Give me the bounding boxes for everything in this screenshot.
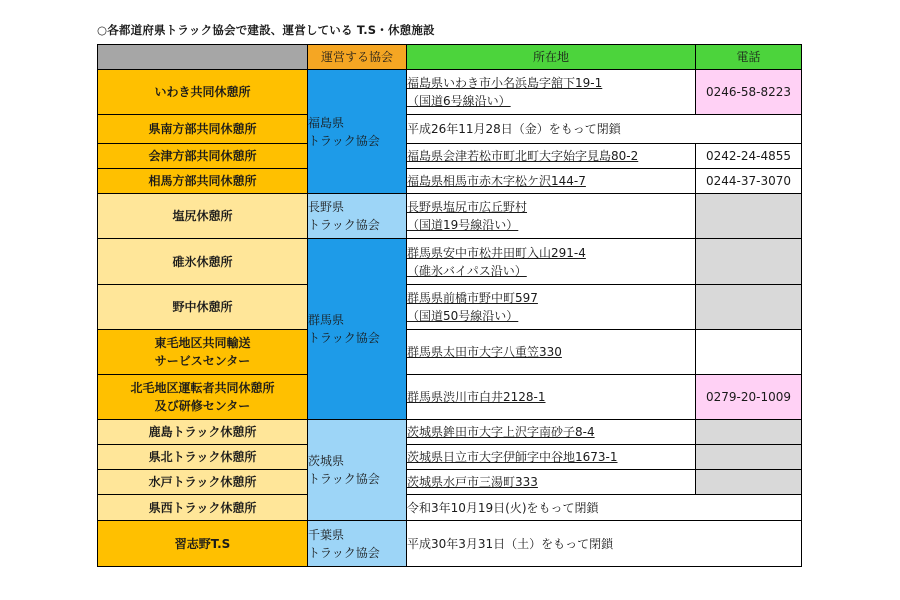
- table-row: [98, 470, 802, 495]
- facility-name: 県南方部共同休憩所: [98, 115, 308, 144]
- facility-address[interactable]: [407, 375, 696, 420]
- facility-phone: [696, 239, 802, 285]
- address-note[interactable]: （国道6号線沿い）: [407, 94, 511, 108]
- table-row: [98, 375, 802, 420]
- facility-name: 東毛地区共同輸送 サービスセンター: [98, 330, 308, 375]
- facility-name: 塩尻休憩所: [98, 194, 308, 239]
- facility-name: 碓氷休憩所: [98, 239, 308, 285]
- address-link[interactable]: 茨城県水戸市三湯町333: [407, 475, 538, 489]
- facility-phone: [696, 420, 802, 445]
- page-heading: ○各都道府県トラック協会で建設、運営している T.S・休憩施設: [97, 23, 435, 37]
- association-nagano: 長野県 トラック協会: [308, 194, 407, 239]
- association-ibaraki: 茨城県 トラック協会: [308, 420, 407, 521]
- facility-phone: 0279-20-1009: [696, 375, 802, 420]
- table-row: [98, 285, 802, 330]
- facility-address[interactable]: [407, 285, 696, 330]
- facility-phone: [696, 194, 802, 239]
- closure-notice: 令和3年10月19日(火)をもって閉鎖: [407, 495, 802, 521]
- table-row: [98, 521, 802, 567]
- facility-address[interactable]: [407, 239, 696, 285]
- facility-name: 相馬方部共同休憩所: [98, 169, 308, 194]
- facility-phone: 0244-37-3070: [696, 169, 802, 194]
- facility-phone: [696, 445, 802, 470]
- address-link[interactable]: 茨城県日立市大字伊師字中谷地1673-1: [407, 450, 618, 464]
- facility-address[interactable]: [407, 445, 696, 470]
- table-row: [98, 169, 802, 194]
- header-phone: 電話: [696, 45, 802, 70]
- facility-table: [97, 44, 802, 567]
- closure-notice: 平成26年11月28日（金）をもって閉鎖: [407, 115, 802, 144]
- facility-address[interactable]: [407, 420, 696, 445]
- header-address: 所在地: [407, 45, 696, 70]
- association-fukushima: 福島県 トラック協会: [308, 70, 407, 194]
- facility-address[interactable]: [407, 470, 696, 495]
- address-link[interactable]: 茨城県鉾田市大字上沢字南砂子8-4: [407, 425, 595, 439]
- association-gunma: 群馬県 トラック協会: [308, 239, 407, 420]
- table-row: [98, 70, 802, 115]
- facility-phone: [696, 330, 802, 375]
- closure-notice: 平成30年3月31日（土）をもって閉鎖: [407, 521, 802, 567]
- address-link[interactable]: 福島県会津若松市町北町大字始字見島80-2: [407, 149, 639, 163]
- facility-address[interactable]: [407, 70, 696, 115]
- facility-address[interactable]: [407, 330, 696, 375]
- table-row: [98, 115, 802, 144]
- facility-address[interactable]: [407, 169, 696, 194]
- table-header-row: [98, 45, 802, 70]
- facility-name: 水戸トラック休憩所: [98, 470, 308, 495]
- facility-name: 野中休憩所: [98, 285, 308, 330]
- facility-name: 会津方部共同休憩所: [98, 144, 308, 169]
- header-blank-cell: [98, 45, 308, 70]
- facility-name: 北毛地区運転者共同休憩所 及び研修センター: [98, 375, 308, 420]
- table-row: [98, 239, 802, 285]
- facility-phone: 0242-24-4855: [696, 144, 802, 169]
- table-row: [98, 445, 802, 470]
- table-row: [98, 330, 802, 375]
- address-link[interactable]: 群馬県安中市松井田町入山291-4: [407, 245, 586, 260]
- facility-address[interactable]: [407, 194, 696, 239]
- facility-address[interactable]: [407, 144, 696, 169]
- address-link[interactable]: 長野県塩尻市広丘野村: [407, 200, 528, 214]
- facility-phone: 0246-58-8223: [696, 70, 802, 115]
- association-chiba: 千葉県 トラック協会: [308, 521, 407, 567]
- facility-name: 県西トラック休憩所: [98, 495, 308, 521]
- address-link[interactable]: 群馬県渋川市白井2128-1: [407, 390, 546, 404]
- header-association: 運営する協会: [308, 45, 407, 70]
- table-row: [98, 194, 802, 239]
- facility-phone: [696, 285, 802, 330]
- address-note[interactable]: （国道19号線沿い）: [407, 218, 519, 232]
- address-link[interactable]: 福島県いわき市小名浜島字舘下19-1: [407, 76, 603, 90]
- facility-name: いわき共同休憩所: [98, 70, 308, 115]
- address-link[interactable]: 群馬県太田市大字八重笠330: [407, 345, 562, 359]
- facility-name: 鹿島トラック休憩所: [98, 420, 308, 445]
- facility-name: 習志野T.S: [98, 521, 308, 567]
- address-note[interactable]: （国道50号線沿い）: [407, 309, 519, 323]
- address-link[interactable]: 福島県相馬市赤木字松ケ沢144-7: [407, 174, 586, 188]
- address-note[interactable]: （碓氷バイパス沿い）: [407, 263, 527, 278]
- table-row: [98, 144, 802, 169]
- facility-phone: [696, 470, 802, 495]
- table-row: [98, 420, 802, 445]
- table-row: [98, 495, 802, 521]
- address-link[interactable]: 群馬県前橋市野中町597: [407, 291, 538, 305]
- facility-name: 県北トラック休憩所: [98, 445, 308, 470]
